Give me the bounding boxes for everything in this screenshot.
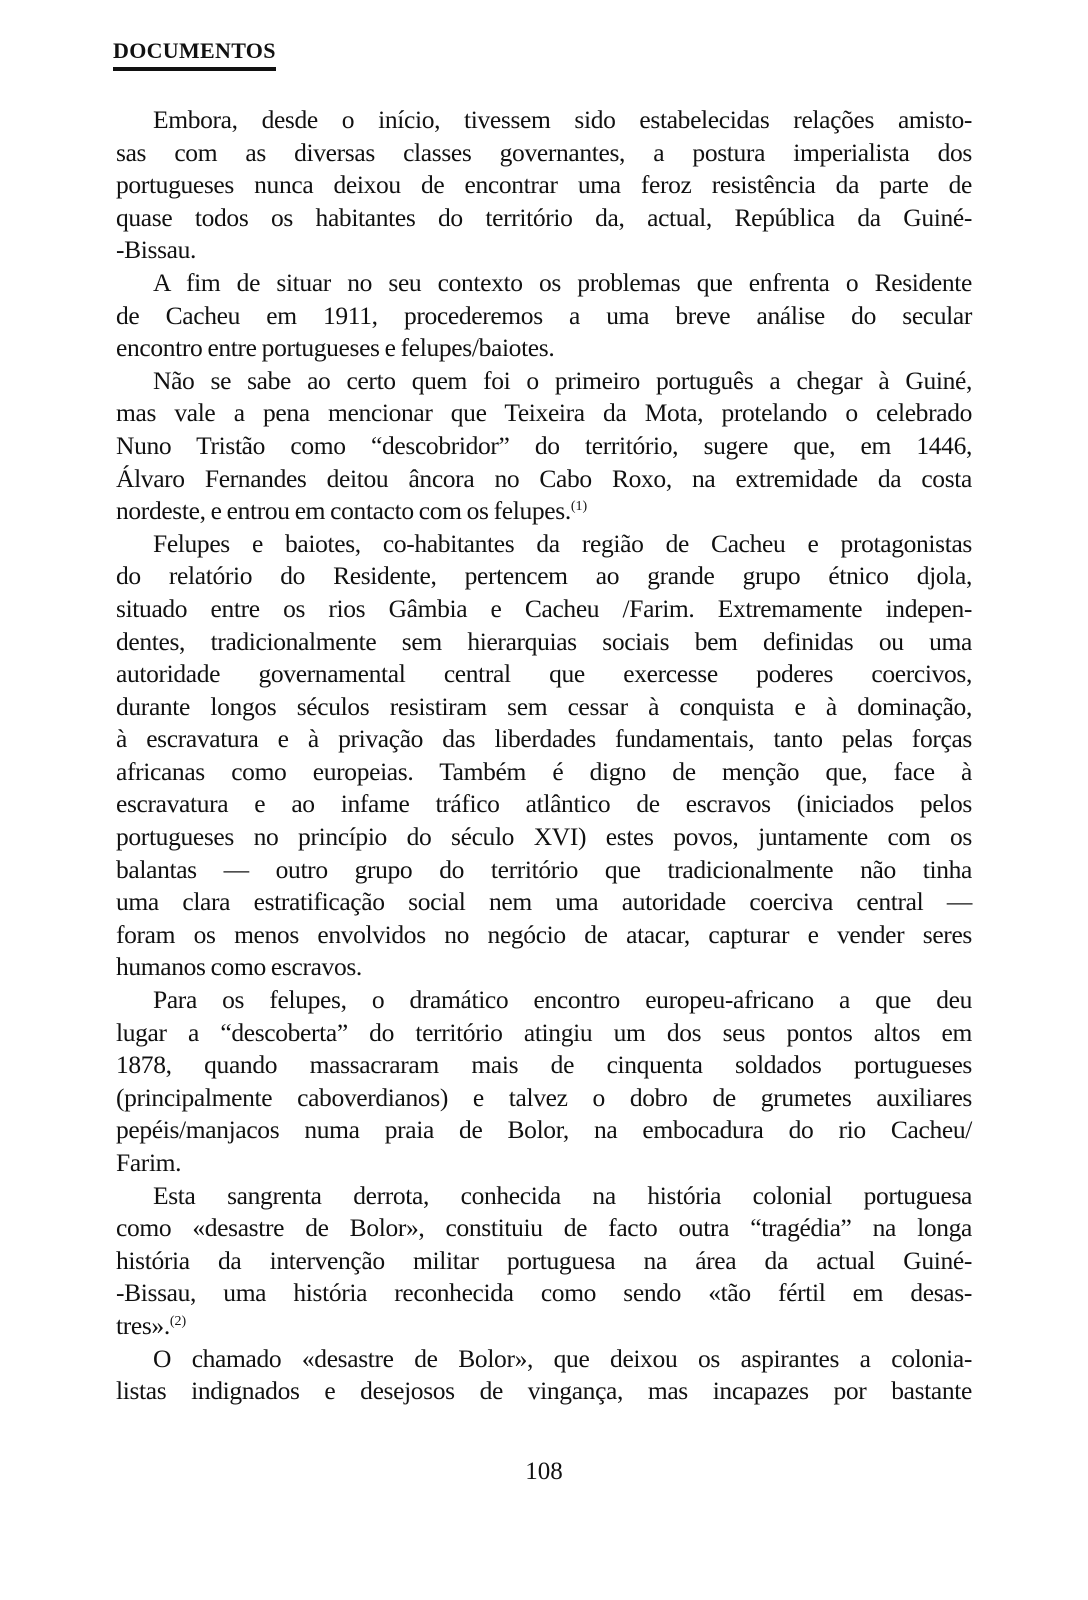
- text-line: [116, 332, 972, 365]
- paragraph: [116, 365, 972, 528]
- text-line-content: durante longos séculos resistiram sem cessar à conquista e à dominação,: [116, 691, 972, 721]
- text-line: [116, 1277, 972, 1310]
- text-line-content: nordeste, e entrou em contacto com os felupes.: [116, 496, 571, 526]
- text-line: [116, 495, 972, 528]
- text-line-content: balantas — outro grupo do território que tradicionalmente não tinha: [116, 854, 972, 884]
- text-line-content: escravatura e ao infame tráfico atlântico de escravos (iniciados pelos: [116, 789, 972, 819]
- text-line: [116, 1082, 972, 1115]
- text-line-content: portugueses no princípio do século XVI) estes povos, juntamente com os: [116, 822, 972, 852]
- text-line-content: do relatório do Residente, pertencem ao grande grupo étnico djola,: [116, 561, 972, 591]
- text-line-content: Álvaro Fernandes deitou âncora no Cabo Roxo, na extremidade da costa: [116, 463, 972, 493]
- text-line-content: A fim de situar no seu contexto os problemas que enfrenta o Residente: [153, 267, 972, 297]
- text-line: [116, 1245, 972, 1278]
- text-line-content: Embora, desde o início, tivessem sido estabelecidas relações amisto-: [153, 105, 972, 134]
- text-line-content: Esta sangrenta derrota, conhecida na história colonial portuguesa: [153, 1180, 972, 1210]
- text-line: [116, 560, 972, 593]
- text-line-content: uma clara estratificação social nem uma autoridade coerciva central —: [116, 887, 972, 917]
- text-line: [116, 202, 972, 235]
- text-line-content: de Cacheu em 1911, procederemos a uma breve análise do secular: [116, 300, 972, 330]
- text-line-content: sas com as diversas classes governantes, a postura imperialista dos: [116, 137, 972, 167]
- text-line: [116, 104, 972, 137]
- text-line-content: encontro entre portugueses e felupes/baiotes.: [116, 333, 555, 363]
- text-line: [116, 234, 972, 267]
- text-line-content: quase todos os habitantes do território da, actual, República da Guiné-: [116, 202, 972, 232]
- text-line-content: -Bissau, uma história reconhecida como sendo «tão fértil em desas-: [116, 1278, 972, 1308]
- text-line: [116, 691, 972, 724]
- text-line: [116, 1017, 972, 1050]
- text-line-content: Nuno Tristão como “descobridor” do território, sugere que, em 1446,: [116, 430, 972, 460]
- text-line-content: Para os felupes, o dramático encontro europeu-africano a que deu: [153, 985, 972, 1015]
- text-line: [116, 1212, 972, 1245]
- text-line: [116, 788, 972, 821]
- text-line-content: dentes, tradicionalmente sem hierarquias sociais bem definidas ou uma: [116, 626, 972, 656]
- text-line-content: 1878, quando massacraram mais de cinquenta soldados portugueses: [116, 1050, 972, 1080]
- footnote-reference: (2): [169, 1313, 187, 1329]
- text-line: [116, 1375, 972, 1408]
- text-line-content: pepéis/manjacos numa praia de Bolor, na embocadura do rio Cacheu/: [116, 1115, 972, 1145]
- text-line: [116, 658, 972, 691]
- text-line: [116, 169, 972, 202]
- text-line: [116, 1147, 972, 1180]
- text-line: [116, 626, 972, 659]
- text-line-content: tres».: [116, 1310, 170, 1340]
- paragraph: [116, 267, 972, 365]
- text-line: [116, 951, 972, 984]
- paragraph: [116, 1180, 972, 1343]
- paragraph: [116, 1343, 972, 1408]
- text-line: [116, 821, 972, 854]
- text-line-content: situado entre os rios Gâmbia e Cacheu /Farim. Extremamente indepen-: [116, 593, 972, 623]
- text-line-content: história da intervenção militar portuguesa na área da actual Guiné-: [116, 1245, 972, 1275]
- text-line: [116, 723, 972, 756]
- text-line-content: Farim.: [116, 1148, 182, 1177]
- text-line: [116, 528, 972, 561]
- text-line: [116, 1310, 972, 1343]
- text-line-content: mas vale a pena mencionar que Teixeira da Mota, protelando o celebrado: [116, 398, 972, 428]
- text-line-content: portugueses nunca deixou de encontrar uma feroz resistência da parte de: [116, 170, 972, 200]
- text-line: [116, 854, 972, 887]
- page-number: 108: [525, 1458, 563, 1485]
- text-line: [116, 463, 972, 496]
- text-line: [116, 919, 972, 952]
- text-line-content: Felupes e baiotes, co-habitantes da região de Cacheu e protagonistas: [153, 528, 972, 558]
- text-line-content: listas indignados e desejosos de vingança, mas incapazes por bastante: [116, 1376, 972, 1406]
- text-line: [116, 397, 972, 430]
- text-line: [116, 593, 972, 626]
- paragraph: [116, 528, 972, 984]
- text-line-content: foram os menos envolvidos no negócio de atacar, capturar e vender seres: [116, 919, 972, 949]
- text-line: [116, 430, 972, 463]
- text-line: [116, 1343, 972, 1376]
- text-line-content: O chamado «desastre de Bolor», que deixou os aspirantes a colonia-: [153, 1343, 972, 1373]
- text-line: [116, 756, 972, 789]
- text-line: [116, 1114, 972, 1147]
- text-line-content: lugar a “descoberta” do território atingiu um dos seus pontos altos em: [116, 1017, 972, 1047]
- footnote-reference: (1): [570, 499, 588, 515]
- text-line: [116, 365, 972, 398]
- paragraph: [116, 984, 972, 1180]
- text-line: [116, 984, 972, 1017]
- text-line: [116, 137, 972, 170]
- text-line: [116, 1180, 972, 1213]
- text-line-content: à escravatura e à privação das liberdades fundamentais, tanto pelas forças: [116, 724, 972, 754]
- text-line: [116, 300, 972, 333]
- text-line-content: Não se sabe ao certo quem foi o primeiro português a chegar à Guiné,: [153, 365, 972, 395]
- text-line-content: (principalmente caboverdianos) e talvez o dobro de grumetes auxiliares: [116, 1082, 972, 1112]
- text-line-content: humanos como escravos.: [116, 952, 362, 982]
- body-text: [116, 104, 972, 1408]
- text-line: [116, 886, 972, 919]
- text-line: [116, 1049, 972, 1082]
- text-line-content: autoridade governamental central que exercesse poderes coercivos,: [116, 659, 972, 689]
- text-line-content: africanas como europeias. Também é digno de menção que, face à: [116, 756, 972, 786]
- paragraph: [116, 104, 972, 267]
- section-header: DOCUMENTOS: [113, 38, 276, 71]
- text-line-content: -Bissau.: [116, 235, 197, 265]
- text-line: [116, 267, 972, 300]
- text-line-content: como «desastre de Bolor», constituiu de facto outra “tragédia” na longa: [116, 1213, 972, 1243]
